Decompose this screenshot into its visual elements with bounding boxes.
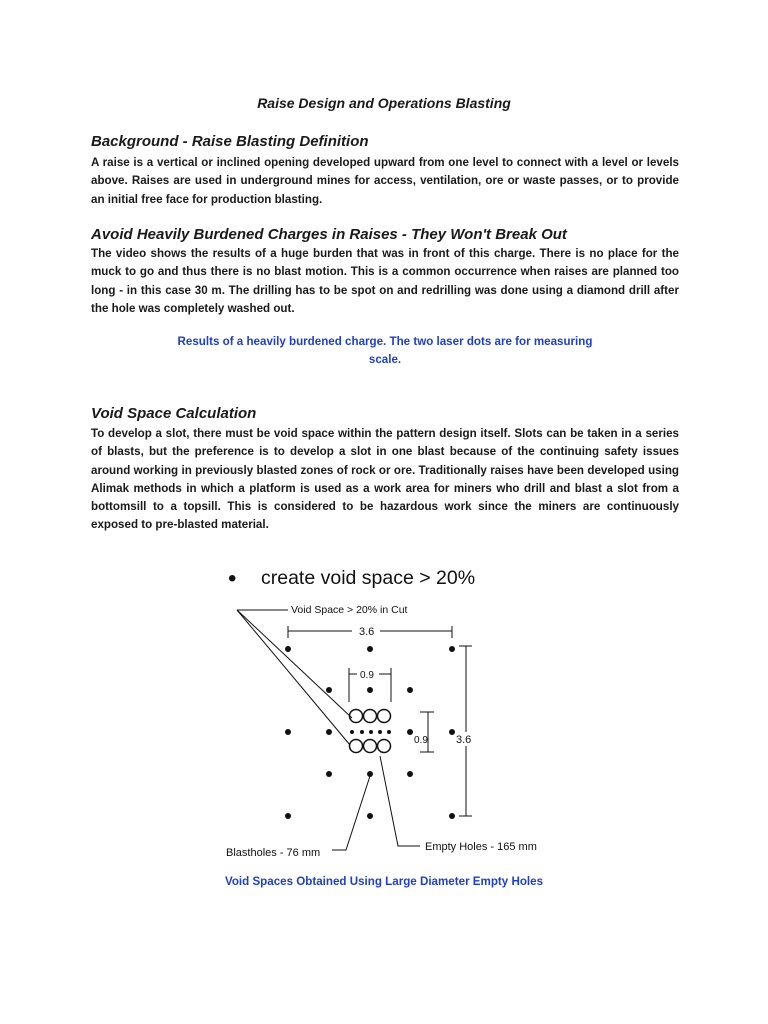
blasthole (449, 813, 455, 819)
blasthole (285, 813, 291, 819)
figure-heading: create void space > 20% (261, 567, 476, 589)
blasthole (449, 729, 455, 735)
empty-hole (378, 710, 391, 723)
section-heading-background: Background - Raise Blasting Definition (91, 133, 369, 150)
void-arrow-line-1 (237, 610, 350, 745)
empty-hole (364, 740, 377, 753)
blasthole (350, 730, 354, 734)
void-space-label: Void Space > 20% in Cut (291, 604, 408, 616)
blasthole (449, 646, 455, 652)
document-title: Raise Design and Operations Blasting (257, 95, 511, 111)
blasthole (285, 729, 291, 735)
blasthole (326, 771, 332, 777)
blasthole (407, 729, 413, 735)
section-heading-burdened-charges: Avoid Heavily Burdened Charges in Raises - They Won't Break Out (91, 226, 567, 243)
section-paragraph-void-space: To develop a slot, there must be void space within the pattern design itself. Slots can be taken in a series of blasts, but the preference is to develop a slot in one blast because of the continuing safety issues around working in previously blasted zones of rock or ore. Traditionally raises have been developed using Alimak methods in which a platform is used as a work area for miners who drill and blast a slot from a bottomsill to a topsill. This is considered to be hazardous work since the miners are continuously exposed to pre-blasted material. (91, 427, 679, 532)
blasthole-label: Blastholes - 76 mm (226, 847, 321, 859)
video-caption: Results of a heavily burdened charge. The two laser dots are for measuring scale. (177, 335, 593, 367)
blasthole (285, 646, 291, 652)
blasthole (407, 771, 413, 777)
dim-inner-v-label: 0.9 (414, 735, 428, 746)
figure-caption: Void Spaces Obtained Using Large Diameter Empty Holes (224, 875, 544, 888)
blasthole (378, 730, 382, 734)
empty-hole (350, 710, 363, 723)
empty-hole (378, 740, 391, 753)
section-heading-void-space: Void Space Calculation (91, 405, 257, 422)
dim-outer-label: 3.6 (359, 626, 375, 638)
figure-bullet: • (228, 565, 237, 592)
dim-inner-label: 0.9 (360, 670, 374, 681)
dim-outer-v-label: 3.6 (456, 734, 472, 746)
blasthole (367, 687, 373, 693)
blasthole (360, 730, 364, 734)
section-paragraph-burdened-charges: The video shows the results of a huge burden that was in front of this charge. There is no place for the muck to go and thus there is no blast motion. This is a common occurrence when raises are planned too long - in this case 30 m. The drilling has to be spot on and redrilling was done using a diamond drill after the hole was completely washed out. (91, 247, 679, 315)
blasthole (326, 687, 332, 693)
void-arrow-line-2 (237, 610, 352, 718)
blasthole (326, 729, 332, 735)
blasthole (387, 730, 391, 734)
empty-hole-leader (380, 756, 420, 846)
blasthole (367, 646, 373, 652)
blasthole-leader (332, 776, 370, 850)
empty-hole-label: Empty Holes - 165 mm (425, 841, 537, 853)
blasthole (369, 730, 373, 734)
blasthole (407, 687, 413, 693)
empty-hole (364, 710, 377, 723)
blasthole (367, 813, 373, 819)
section-paragraph-background: A raise is a vertical or inclined opening developed upward from one level to connect with a level or levels above. Raises are used in underground mines for access, ventilation, ore or waste passes, or to provide an initial free face for production blasting. (91, 156, 679, 206)
empty-hole (350, 740, 363, 753)
